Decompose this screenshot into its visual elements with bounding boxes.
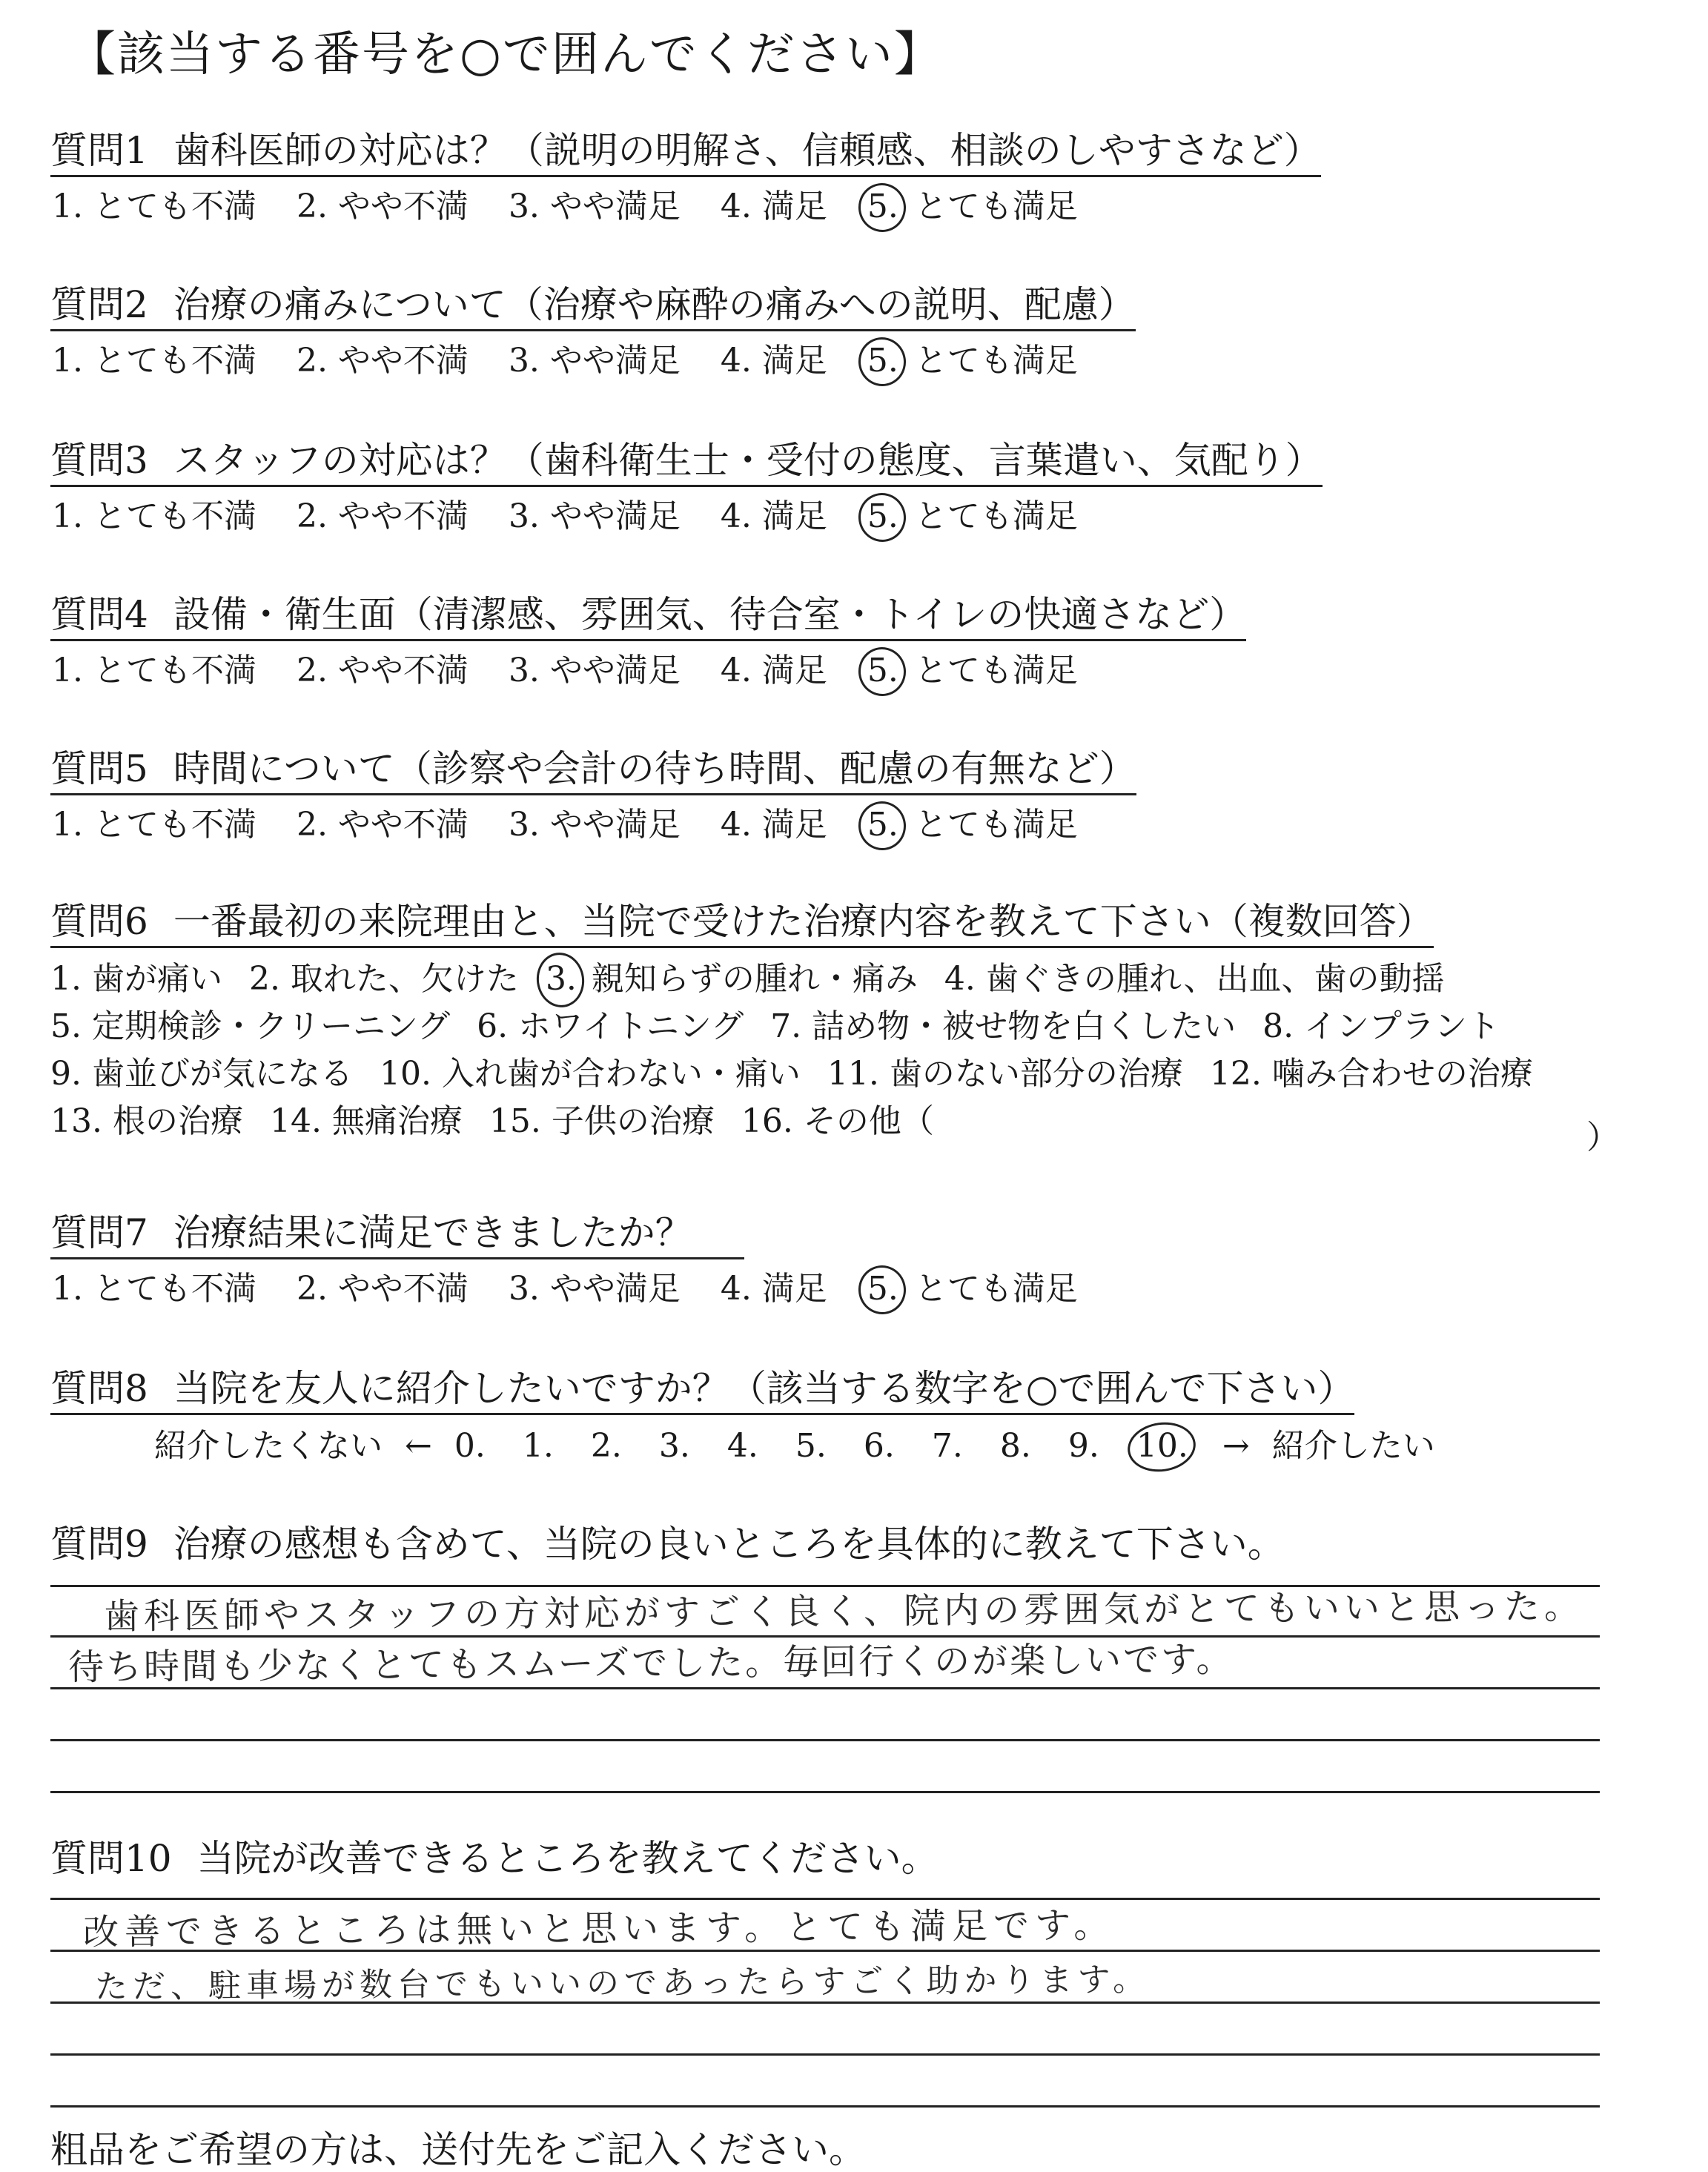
question-number: 質問10 xyxy=(50,1837,172,1880)
option-3[interactable]: 3. やや満足 xyxy=(508,1270,681,1308)
right-arrow-icon: → xyxy=(1222,1427,1250,1465)
option-12[interactable]: 12. 噛み合わせの治療 xyxy=(1209,1055,1533,1093)
question-number: 質問7 xyxy=(50,1211,148,1254)
answer-line xyxy=(50,2002,1600,2004)
option-5-label: とても満足 xyxy=(914,806,1078,844)
question-number: 質問5 xyxy=(50,747,148,790)
q10-answer-line-2: ただ、駐車場が数台でもいいのであったらすごく助かります。 xyxy=(94,1961,1151,2006)
question-title xyxy=(50,1210,744,1259)
option-2[interactable]: 2. やや不満 xyxy=(296,188,469,225)
option-3[interactable]: 3. やや満足 xyxy=(508,342,681,380)
footer-note: 粗品をご希望の方は、送付先をご記入ください。 xyxy=(50,2128,866,2171)
selection-circle: 10. xyxy=(1136,1426,1188,1467)
option-4[interactable]: 4. 満足 xyxy=(720,342,827,380)
scale-10-selected[interactable] xyxy=(1136,1426,1200,1467)
option-2[interactable]: 2. やや不満 xyxy=(296,342,469,380)
option-13[interactable]: 13. 根の治療 xyxy=(50,1102,243,1140)
option-5-label: とても満足 xyxy=(914,497,1078,535)
option-4[interactable]: 4. 満足 xyxy=(720,497,827,535)
option-11[interactable]: 11. 歯のない部分の治療 xyxy=(827,1055,1183,1093)
option-6[interactable]: 6. ホワイトニング xyxy=(477,1007,744,1045)
question-5 xyxy=(50,746,1681,846)
option-4[interactable]: 4. 満足 xyxy=(720,652,827,689)
question-title xyxy=(50,898,1434,948)
answer-line xyxy=(50,1791,1600,1793)
option-5-selected[interactable] xyxy=(867,804,898,846)
scale-right-label: 紹介したい xyxy=(1271,1427,1435,1465)
option-5-label: とても満足 xyxy=(914,1270,1078,1308)
scale-3[interactable]: 3. xyxy=(658,1427,690,1465)
question-text: 当院が改善できるところを教えてください。 xyxy=(196,1837,939,1880)
question-4 xyxy=(50,592,1681,692)
option-2[interactable]: 2. やや不満 xyxy=(296,1270,469,1308)
option-1[interactable]: 1. とても不満 xyxy=(52,1270,256,1308)
q9-answer-line-1: 歯科医師やスタッフの方対応がすごく良く、院内の雰囲気がとてもいいと思った。 xyxy=(103,1586,1585,1638)
form-title: 【該当する番号を○で囲んでください】 xyxy=(68,27,943,82)
q6-row-3 xyxy=(50,1050,1681,1098)
rating-options xyxy=(50,650,1681,692)
scale-7[interactable]: 7. xyxy=(931,1427,963,1465)
question-title xyxy=(50,592,1246,641)
question-number: 質問9 xyxy=(50,1523,148,1566)
option-10[interactable]: 10. 入れ歯が合わない・痛い xyxy=(379,1055,801,1093)
option-1[interactable]: 1. とても不満 xyxy=(52,188,256,225)
question-number: 質問3 xyxy=(50,439,148,482)
selection-circle: 5. xyxy=(867,496,898,537)
answer-line xyxy=(50,2105,1600,2108)
option-3[interactable]: 3. やや満足 xyxy=(508,188,681,225)
q9-answer-line-2: 待ち時間も少なくとてもスムーズでした。毎回行くのが楽しいです。 xyxy=(67,1638,1234,1689)
answer-line xyxy=(50,1635,1600,1638)
question-text: 治療の感想も含めて、当院の良いところを具体的に教えて下さい。 xyxy=(173,1523,1285,1566)
q10-answer-line-1: 改善できるところは無いと思います。とても満足です。 xyxy=(82,1904,1116,1953)
left-arrow-icon: ← xyxy=(405,1427,432,1465)
option-1[interactable]: 1. 歯が痛い xyxy=(50,960,222,998)
question-text: 時間について（診察や会計の待ち時間、配慮の有無など） xyxy=(173,747,1136,790)
option-1[interactable]: 1. とても不満 xyxy=(52,497,256,535)
answer-line xyxy=(50,1687,1600,1689)
q6-row-4 xyxy=(50,1098,1681,1145)
other-close-paren: ） xyxy=(1586,1119,1619,1156)
option-2[interactable]: 2. やや不満 xyxy=(296,806,469,844)
option-5-selected[interactable] xyxy=(867,650,898,692)
question-9 xyxy=(50,1521,1681,1569)
question-text: 当院を友人に紹介したいですか？（該当する数字を○で囲んで下さい） xyxy=(173,1367,1355,1410)
option-5-selected[interactable] xyxy=(867,186,898,228)
answer-line xyxy=(50,1739,1600,1741)
option-3-label: 親知らずの腫れ・痛み xyxy=(591,960,918,998)
answer-line xyxy=(50,1950,1600,1952)
option-4[interactable]: 4. 歯ぐきの腫れ、出血、歯の動揺 xyxy=(944,960,1445,998)
scale-5[interactable]: 5. xyxy=(795,1427,827,1465)
option-1[interactable]: 1. とても不満 xyxy=(52,652,256,689)
question-text: 設備・衛生面（清潔感、雰囲気、待合室・トイレの快適さなど） xyxy=(173,593,1247,636)
question-8 xyxy=(50,1365,1681,1467)
rating-options xyxy=(50,340,1681,382)
option-3[interactable]: 3. やや満足 xyxy=(508,497,681,535)
selection-circle: 3. xyxy=(546,956,577,1003)
q6-row-2 xyxy=(50,1003,1681,1050)
option-2[interactable]: 2. 取れた、欠けた xyxy=(248,960,519,998)
option-7[interactable]: 7. 詰め物・被せ物を白くしたい xyxy=(770,1007,1237,1045)
scale-0[interactable]: 0. xyxy=(454,1427,486,1465)
question-number: 質問6 xyxy=(50,900,148,943)
option-3[interactable]: 3. やや満足 xyxy=(508,652,681,689)
question-number: 質問2 xyxy=(50,283,148,326)
question-2 xyxy=(50,282,1681,382)
option-9[interactable]: 9. 歯並びが気になる xyxy=(50,1055,353,1093)
option-1[interactable]: 1. とても不満 xyxy=(52,806,256,844)
selection-circle: 5. xyxy=(867,650,898,692)
q6-row-1 xyxy=(50,956,1681,1003)
option-16-other[interactable]: 16. その他（ xyxy=(741,1102,934,1140)
option-5-selected[interactable] xyxy=(867,496,898,537)
option-2[interactable]: 2. やや不満 xyxy=(296,652,469,689)
question-title xyxy=(50,1835,939,1883)
scale-6[interactable]: 6. xyxy=(863,1427,895,1465)
scale-9[interactable]: 9. xyxy=(1068,1427,1099,1465)
question-title xyxy=(50,437,1323,487)
option-4[interactable]: 4. 満足 xyxy=(720,188,827,225)
option-2[interactable]: 2. やや不満 xyxy=(296,497,469,535)
option-1[interactable]: 1. とても不満 xyxy=(52,342,256,380)
question-number: 質問4 xyxy=(50,593,148,636)
question-6 xyxy=(50,898,1681,1145)
question-1 xyxy=(50,128,1681,228)
scale-2[interactable]: 2. xyxy=(590,1427,622,1465)
rating-options xyxy=(50,496,1681,537)
scale-4[interactable]: 4. xyxy=(726,1427,758,1465)
question-text: 歯科医師の対応は？（説明の明解さ、信頼感、相談のしやすさなど） xyxy=(173,129,1321,172)
question-title xyxy=(50,1365,1354,1415)
selection-circle: 5. xyxy=(867,804,898,846)
option-4[interactable]: 4. 満足 xyxy=(720,806,827,844)
question-text: 治療の痛みについて（治療や麻酔の痛みへの説明、配慮） xyxy=(173,283,1136,326)
question-number: 質問1 xyxy=(50,129,148,172)
question-title xyxy=(50,282,1136,331)
question-text: 治療結果に満足できましたか？ xyxy=(173,1211,692,1254)
answer-line xyxy=(50,1898,1600,1900)
question-3 xyxy=(50,437,1681,537)
rating-options xyxy=(50,1268,1681,1310)
option-5-selected[interactable] xyxy=(867,1268,898,1310)
rating-options xyxy=(50,804,1681,846)
question-title xyxy=(50,1521,1285,1569)
option-5-label: とても満足 xyxy=(914,188,1078,225)
selection-circle: 5. xyxy=(867,186,898,228)
selection-circle: 5. xyxy=(867,340,898,382)
scale-left-label: 紹介したくない xyxy=(154,1427,383,1465)
option-8[interactable]: 8. インプラント xyxy=(1262,1007,1500,1045)
option-3-selected[interactable] xyxy=(546,956,577,1003)
option-5-label: とても満足 xyxy=(914,342,1078,380)
recommend-scale xyxy=(154,1426,1681,1467)
question-text: 一番最初の来院理由と、当院で受けた治療内容を教えて下さい（複数回答） xyxy=(173,900,1434,943)
question-10 xyxy=(50,1835,1681,1883)
option-5-label: とても満足 xyxy=(914,652,1078,689)
answer-line xyxy=(50,2053,1600,2056)
option-3[interactable]: 3. やや満足 xyxy=(508,806,681,844)
question-number: 質問8 xyxy=(50,1367,148,1410)
question-7 xyxy=(50,1210,1681,1310)
question-title xyxy=(50,128,1321,177)
option-5-selected[interactable] xyxy=(867,340,898,382)
option-14[interactable]: 14. 無痛治療 xyxy=(269,1102,463,1140)
selection-circle: 5. xyxy=(867,1268,898,1310)
scale-1[interactable]: 1. xyxy=(522,1427,554,1465)
option-15[interactable]: 15. 子供の治療 xyxy=(489,1102,715,1140)
scale-8[interactable]: 8. xyxy=(999,1427,1031,1465)
option-5[interactable]: 5. 定期検診・クリーニング xyxy=(50,1007,451,1045)
option-4[interactable]: 4. 満足 xyxy=(720,1270,827,1308)
question-title xyxy=(50,746,1136,795)
question-text: スタッフの対応は？（歯科衛生士・受付の態度、言葉遣い、気配り） xyxy=(173,439,1323,482)
rating-options xyxy=(50,186,1681,228)
